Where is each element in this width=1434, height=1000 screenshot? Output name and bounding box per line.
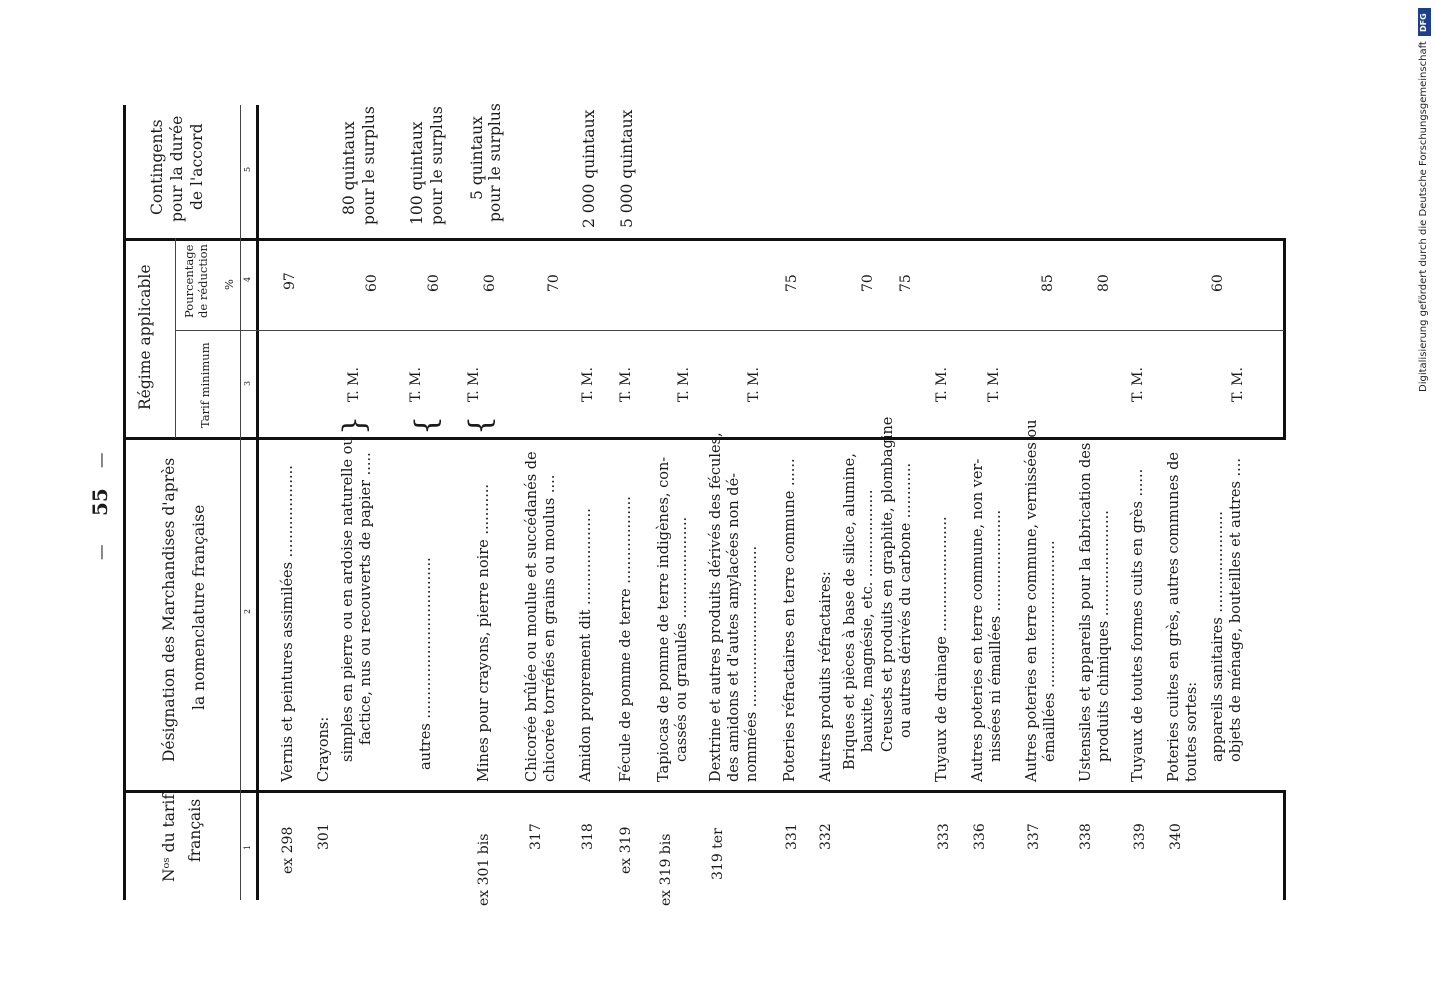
col5-header-line2: pour la durée	[168, 115, 186, 222]
table-rule-bottom-col3	[1283, 240, 1286, 440]
row-designation: Creusets et produits en graphite, plombagine	[880, 416, 896, 752]
row-designation: cassés ou granulés ......................	[674, 516, 690, 762]
row-designation: bauxite, magnésie, etc. ...................	[860, 489, 876, 752]
col-divider-4-5	[123, 238, 1286, 241]
row-tarif: T. M.	[1230, 367, 1246, 402]
row-tarif: T. M.	[986, 367, 1002, 402]
row-pct: 60	[426, 274, 442, 292]
col5-header-line1: Contingents	[148, 119, 166, 215]
row-tarif: T. M.	[618, 367, 634, 402]
row-tarif: T. M.	[346, 367, 362, 402]
row-designation: ou autres dérivés du carbone ............	[898, 462, 914, 738]
row-pct: 70	[546, 274, 562, 292]
col-number-2: 2	[243, 608, 252, 614]
regime-header: Régime applicable	[136, 264, 154, 410]
row-designation: Chicorée brûlée ou moulue et succédanés de	[524, 451, 540, 782]
row-pct: 60	[482, 274, 498, 292]
row-pct: 75	[898, 274, 914, 292]
row-designation: Tuyaux de drainage .........................	[934, 516, 950, 782]
row-designation: Briques et pièces à base de silice, alumine,	[842, 453, 858, 770]
row-num: ex 301 bis	[476, 833, 492, 906]
table-rule-bottom-col4	[1283, 330, 1284, 331]
row-num: ex 319	[618, 826, 634, 874]
row-num: 337	[1026, 823, 1042, 850]
row-num: 333	[936, 823, 952, 850]
row-designation: autres ...................................	[418, 557, 434, 770]
row-contingent: 100 quintaux	[408, 121, 426, 225]
table-rule-under-header	[256, 105, 259, 900]
row-designation: objets de ménage, bouteilles et autres ....	[1228, 458, 1244, 762]
row-contingent: pour le surplus	[360, 106, 378, 225]
row-designation: Mines pour crayons, pierre noire ...........	[476, 483, 492, 782]
col-number-1: 1	[243, 844, 252, 850]
row-pct: 97	[282, 272, 298, 290]
col-divider-3-4	[175, 330, 1283, 331]
row-num: 340	[1168, 823, 1184, 850]
col-divider-2-3	[123, 437, 1286, 440]
col5-header-line3: de l'accord	[188, 123, 206, 210]
row-designation: Amidon proprement dit .....................	[578, 508, 594, 782]
row-pct: 60	[364, 274, 380, 292]
row-designation: Tapiocas de pomme de terre indigènes, con-	[656, 456, 672, 782]
brace-icon: {	[463, 415, 498, 435]
row-designation: émaillées ................................	[1042, 540, 1058, 762]
page-number: 55	[88, 488, 112, 516]
row-num: ex 319 bis	[658, 833, 674, 906]
row-pct: 60	[1210, 274, 1226, 292]
row-tarif: T. M.	[934, 367, 950, 402]
row-tarif: T. M.	[746, 367, 762, 402]
row-contingent: 2 000 quintaux	[580, 109, 598, 228]
row-designation: appareils sanitaires ......................	[1210, 511, 1226, 762]
colnum-rule	[240, 105, 241, 900]
row-contingent: 5 quintaux	[468, 116, 486, 200]
col2-header-line1: Désignation des Marchandises d'après	[160, 457, 178, 762]
table-rule-top	[123, 105, 126, 900]
row-num: 331	[784, 823, 800, 850]
row-tarif: T. M.	[1130, 367, 1146, 402]
col-number-4: 4	[243, 276, 252, 282]
page-number-dash-right: —	[92, 452, 110, 468]
col-number-5: 5	[243, 166, 252, 172]
row-designation: factice, nus ou recouverts de papier .....	[358, 452, 374, 745]
row-num: ex 298	[280, 826, 296, 874]
row-pct: 70	[860, 274, 876, 292]
brace-icon: {	[409, 415, 444, 435]
row-designation: Ustensiles et appareils pour la fabrication des	[1078, 442, 1094, 782]
row-num: 317	[528, 823, 544, 850]
row-designation: Vernis et peintures assimilées ....................	[280, 465, 296, 782]
row-tarif: T. M.	[466, 367, 482, 402]
row-num: 339	[1132, 823, 1148, 850]
row-designation: Autres poteries en terre commune, vernissées ou	[1024, 419, 1040, 782]
row-num: 338	[1078, 823, 1094, 850]
col3-header: Tarif minimum	[198, 342, 212, 428]
row-designation: toutes sortes:	[1184, 681, 1200, 782]
col-number-3: 3	[243, 380, 252, 386]
row-designation: Crayons:	[316, 716, 332, 782]
col1-header-line1: Nᵒˢ du tarif	[160, 793, 178, 882]
dfg-logo-text: DFG	[1419, 13, 1428, 32]
row-contingent: 80 quintaux	[340, 121, 358, 215]
row-num: 301	[316, 823, 332, 850]
col4-header-line2: de réduction	[196, 244, 210, 318]
row-pct: 80	[1096, 274, 1112, 292]
row-designation: Poteries réfractaires en terre commune ......	[782, 458, 798, 782]
col4-header-percent: %	[222, 279, 236, 290]
row-designation: Dextrine et autres produits dérivés des fécules,	[708, 432, 724, 782]
col4-header-line1: Pourcentage	[182, 244, 196, 318]
page-number-dash-left: —	[92, 544, 110, 560]
row-designation: Autres produits réfractaires:	[818, 571, 834, 782]
row-designation: Poteries cuites en grès, autres communes de	[1166, 452, 1182, 782]
row-designation: Fécule de pomme de terre ...................	[618, 496, 634, 782]
digitization-note: Digitalisierung gefördert durch die Deutsche Forschungsgemeinschaft	[1418, 41, 1429, 392]
row-tarif: T. M.	[580, 367, 596, 402]
row-contingent: pour le surplus	[428, 106, 446, 225]
row-contingent: pour le surplus	[486, 103, 504, 222]
row-designation: nommées ...................................	[744, 545, 760, 782]
row-tarif: T. M.	[676, 367, 692, 402]
dfg-logo	[1418, 8, 1431, 36]
col-divider-1-2	[123, 790, 1286, 793]
brace-icon: }	[337, 415, 372, 435]
row-contingent: 5 000 quintaux	[618, 109, 636, 228]
row-num: 319 ter	[710, 828, 726, 880]
row-designation: chicorée torréfiés en grains ou moulus ....	[542, 474, 558, 782]
row-pct: 85	[1040, 274, 1056, 292]
row-num: 332	[818, 823, 834, 850]
row-num: 336	[972, 823, 988, 850]
row-tarif: T. M.	[408, 367, 424, 402]
row-designation: Autres poteries en terre commune, non ver-	[970, 458, 986, 782]
col2-header-line2: la nomenclature française	[190, 504, 208, 710]
col1-header-line2: français	[186, 798, 204, 862]
row-designation: produits chimiques .......................	[1096, 510, 1112, 762]
row-designation: Tuyaux de toutes formes cuits en grès ......	[1130, 468, 1146, 782]
row-designation: des amidons et d'autes amylacées non dé-	[726, 472, 742, 782]
table-rule-bottom-col1	[1283, 792, 1286, 900]
regime-header-rule	[175, 238, 176, 438]
row-designation: simples en pierre ou en ardoise naturelle ou	[340, 436, 356, 762]
row-designation: nissées ni émaillées ......................	[988, 509, 1004, 762]
row-num: 318	[580, 823, 596, 850]
row-pct: 75	[784, 274, 800, 292]
